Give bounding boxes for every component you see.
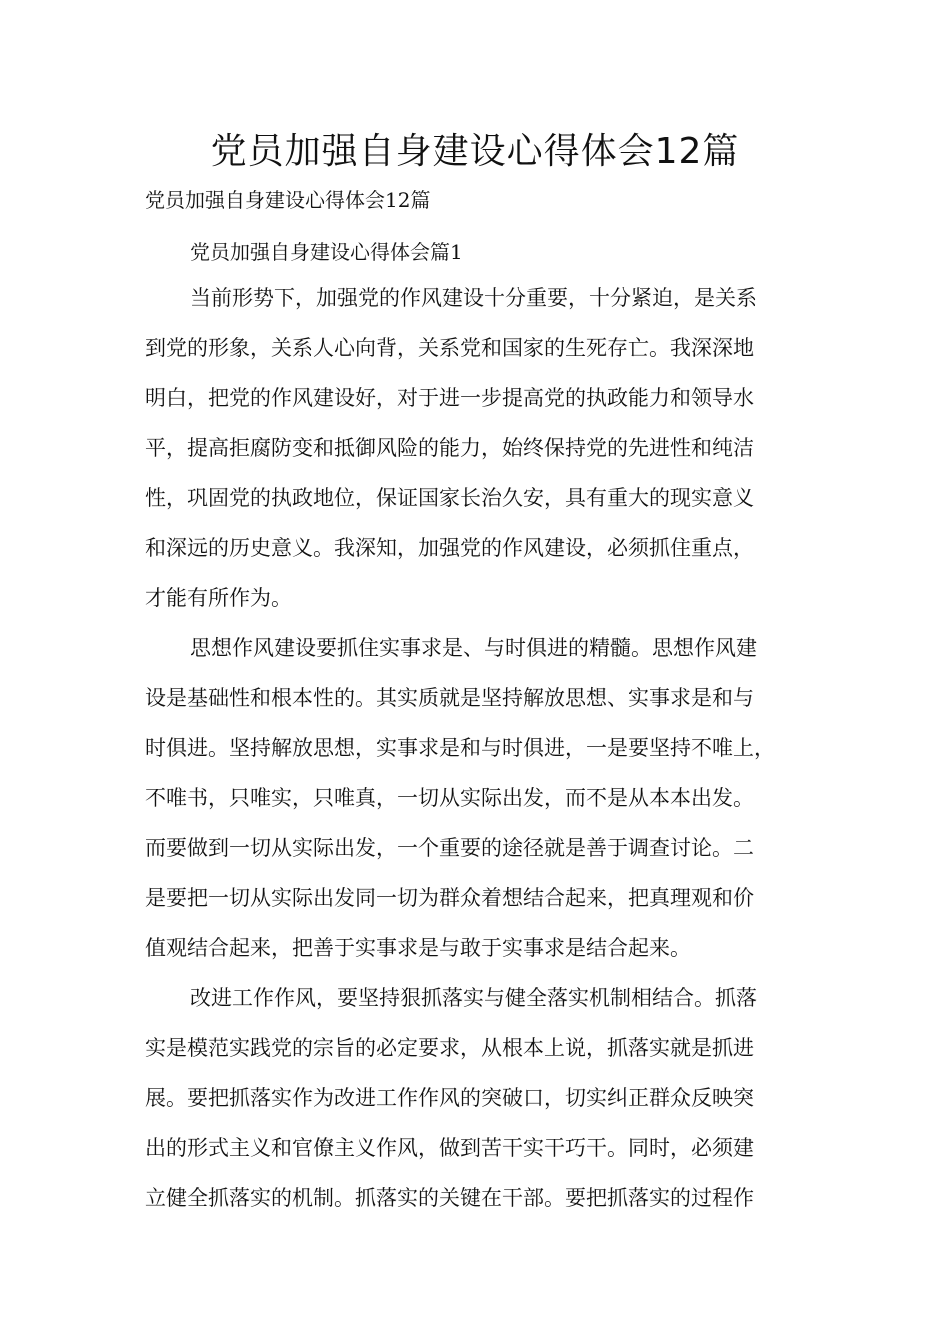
paragraph-line: 是要把一切从实际出发同一切为群众着想结合起来，把真理观和价 <box>145 886 754 910</box>
paragraph-1 <box>145 273 825 623</box>
paragraph-line: 性，巩固党的执政地位，保证国家长治久安，具有重大的现实意义 <box>145 486 754 510</box>
paragraph-line: 出的形式主义和官僚主义作风，做到苦干实干巧干。同时，必须建 <box>145 1136 754 1160</box>
paragraph-line: 设是基础性和根本性的。其实质就是坚持解放思想、实事求是和与 <box>145 686 754 710</box>
paragraph-line: 时俱进。坚持解放思想，实事求是和与时俱进，一是要坚持不唯上， <box>145 736 775 760</box>
paragraph-line: 思想作风建设要抓住实事求是、与时俱进的精髓。思想作风建 <box>190 636 757 660</box>
paragraph-line: 平，提高拒腐防变和抵御风险的能力，始终保持党的先进性和纯洁 <box>145 436 754 460</box>
paragraph-line: 实是模范实践党的宗旨的必定要求，从根本上说，抓落实就是抓进 <box>145 1036 754 1060</box>
paragraph-3 <box>145 973 825 1223</box>
paragraph-line: 到党的形象，关系人心向背，关系党和国家的生死存亡。我深深地 <box>145 336 754 360</box>
paragraph-line: 和深远的历史意义。我深知，加强党的作风建设，必须抓住重点， <box>145 536 754 560</box>
section-heading: 党员加强自身建设心得体会篇1 <box>190 240 463 264</box>
paragraph-line: 明白，把党的作风建设好，对于进一步提高党的执政能力和领导水 <box>145 386 754 410</box>
paragraph-line: 立健全抓落实的机制。抓落实的关键在干部。要把抓落实的过程作 <box>145 1186 754 1210</box>
paragraph-line: 当前形势下，加强党的作风建设十分重要，十分紧迫，是关系 <box>190 286 757 310</box>
paragraph-2 <box>145 623 825 973</box>
paragraph-line: 展。要把抓落实作为改进工作作风的突破口，切实纠正群众反映突 <box>145 1086 754 1110</box>
document-subtitle: 党员加强自身建设心得体会12篇 <box>145 188 431 212</box>
paragraph-line: 才能有所作为。 <box>145 586 292 610</box>
paragraph-line: 而要做到一切从实际出发，一个重要的途径就是善于调查讨论。二 <box>145 836 754 860</box>
paragraph-line: 不唯书，只唯实，只唯真，一切从实际出发，而不是从本本出发。 <box>145 786 754 810</box>
document-title: 党员加强自身建设心得体会12篇 <box>210 131 740 172</box>
paragraph-line: 值观结合起来，把善于实事求是与敢于实事求是结合起来。 <box>145 936 691 960</box>
paragraph-line: 改进工作作风，要坚持狠抓落实与健全落实机制相结合。抓落 <box>190 986 757 1010</box>
